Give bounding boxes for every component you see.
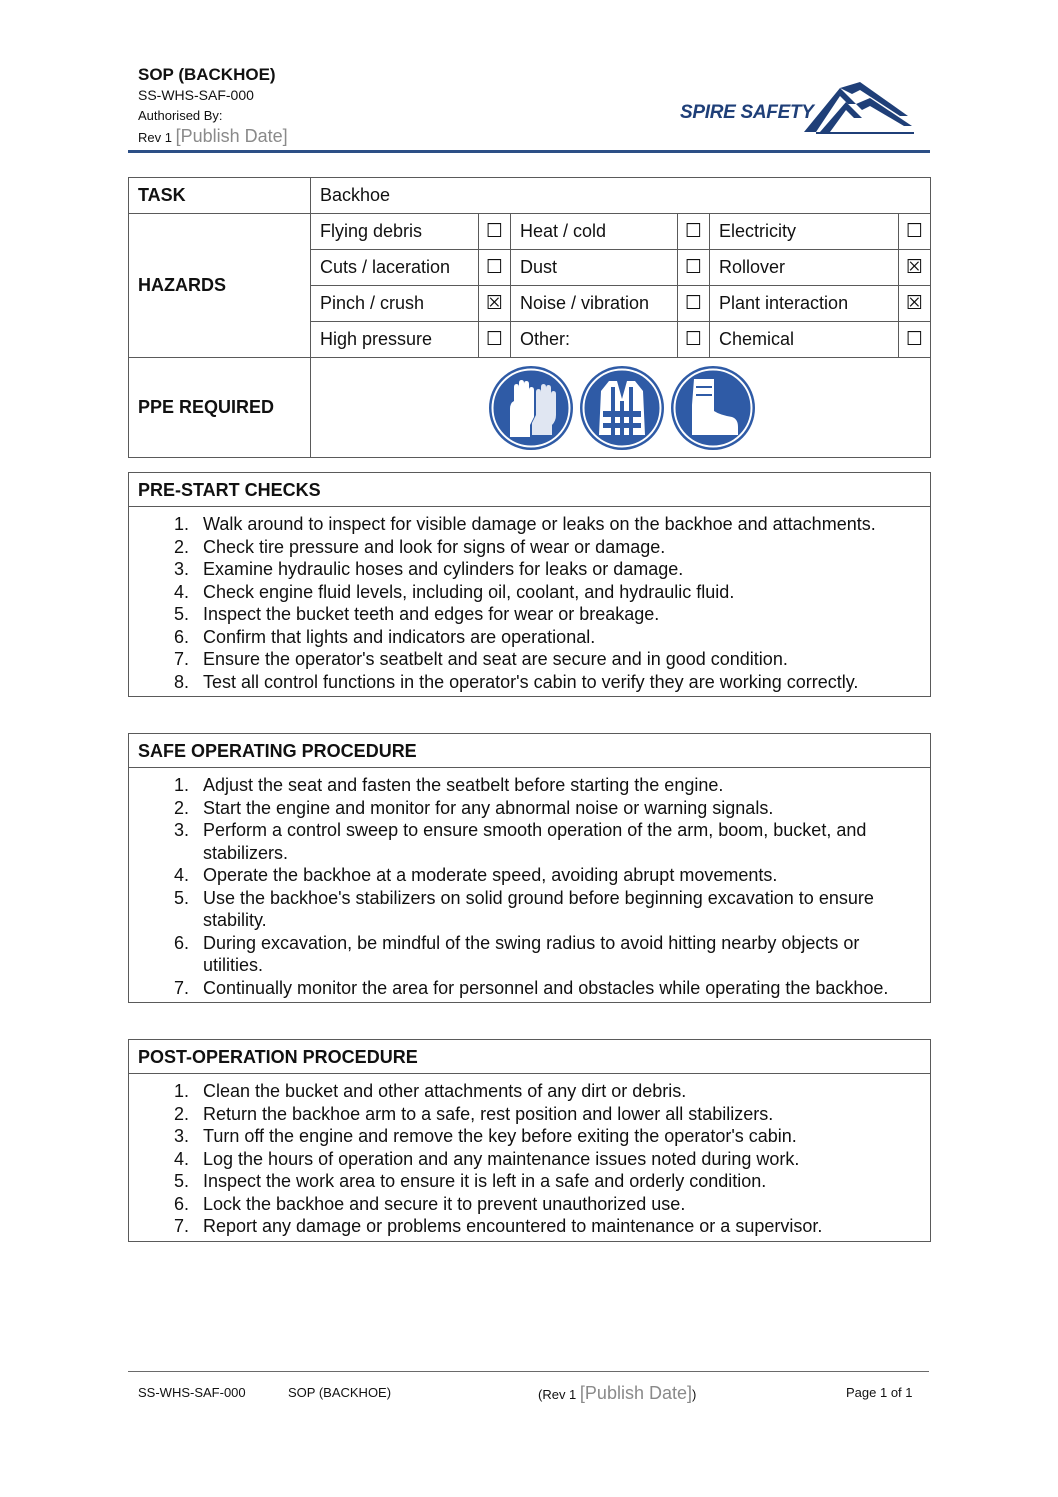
list-item <box>129 581 930 604</box>
list-item <box>129 1148 930 1171</box>
spire-safety-logo <box>680 82 915 138</box>
hazard-name: High pressure <box>311 322 479 358</box>
footer-title: SOP (BACKHOE) <box>288 1385 392 1400</box>
footer-divider <box>128 1371 929 1372</box>
hazard-name: Flying debris <box>311 214 479 250</box>
hazard-checkbox[interactable]: ☒ <box>479 286 511 322</box>
item-text: Check engine fluid levels, including oil, coolant, and hydraulic fluid. <box>203 581 735 602</box>
safety-boots-icon <box>670 365 756 451</box>
footer-code: SS-WHS-SAF-000 <box>138 1385 246 1400</box>
item-text: Confirm that lights and indicators are operational. <box>203 626 596 647</box>
item-text: Operate the backhoe at a moderate speed, avoiding abrupt movements. <box>203 865 778 885</box>
list-item <box>129 774 930 797</box>
item-text: Perform a control sweep to ensure smooth operation of the arm, boom, bucket, and stabilizers. <box>203 820 867 863</box>
item-number: 2. <box>173 1103 189 1124</box>
hazard-name: Noise / vibration <box>511 286 678 322</box>
item-text: Turn off the engine and remove the key before exiting the operator's cabin. <box>203 1126 797 1146</box>
item-number: 3. <box>173 1126 189 1146</box>
hazards-label: HAZARDS <box>129 214 311 358</box>
hi-vis-vest-icon <box>579 365 665 451</box>
item-number: 7. <box>173 649 189 669</box>
hazard-checkbox[interactable]: ☐ <box>899 322 931 358</box>
hazard-checkbox[interactable]: ☐ <box>479 322 511 358</box>
item-text: Log the hours of operation and any maintenance issues noted during work. <box>203 1148 800 1169</box>
item-number: 1. <box>173 514 189 534</box>
item-number: 5. <box>173 1171 189 1191</box>
item-number: 2. <box>173 797 189 818</box>
list-item <box>129 513 930 536</box>
list-item <box>129 1215 930 1238</box>
list-item <box>129 671 930 694</box>
document-title: SOP (BACKHOE) <box>138 65 276 84</box>
authorised-by: Authorised By: <box>138 108 223 123</box>
list-item <box>129 626 930 649</box>
item-text: Inspect the work area to ensure it is left in a safe and orderly condition. <box>203 1171 767 1191</box>
hazard-name: Other: <box>511 322 678 358</box>
document-code: SS-WHS-SAF-000 <box>138 87 254 103</box>
item-text: Lock the backhoe and secure it to prevent unauthorized use. <box>203 1193 686 1214</box>
item-text: During excavation, be mindful of the swing radius to avoid hitting nearby objects or utilities. <box>203 932 860 975</box>
item-number: 1. <box>173 775 189 795</box>
list-item <box>129 864 930 887</box>
item-number: 6. <box>173 626 189 647</box>
list-item <box>129 1193 930 1216</box>
gloves-icon <box>488 365 574 451</box>
hazard-checkbox[interactable]: ☐ <box>678 250 710 286</box>
list-item <box>129 1103 930 1126</box>
hazard-name: Rollover <box>710 250 899 286</box>
document-header <box>138 64 438 148</box>
item-text: Adjust the seat and fasten the seatbelt before starting the engine. <box>203 775 724 795</box>
item-number: 3. <box>173 820 189 840</box>
item-text: Test all control functions in the operator's cabin to verify they are working correctly. <box>203 671 859 692</box>
ppe-icons <box>311 358 931 458</box>
logo-text: SPIRE SAFETY <box>680 102 814 123</box>
item-number: 7. <box>173 977 189 998</box>
hazard-name: Pinch / crush <box>311 286 479 322</box>
item-text: Walk around to inspect for visible damage or leaks on the backhoe and attachments. <box>203 514 876 534</box>
task-row <box>129 178 931 214</box>
list-item <box>129 819 930 864</box>
footer-publish-date: [Publish Date] <box>579 1383 692 1403</box>
item-text: Use the backhoe's stabilizers on solid ground before beginning excavation to ensure stability. <box>203 887 874 930</box>
item-number: 4. <box>173 1148 189 1169</box>
header-divider <box>128 150 930 153</box>
hazard-name: Dust <box>511 250 678 286</box>
item-text: Ensure the operator's seatbelt and seat are secure and in good condition. <box>203 649 788 669</box>
hazard-checkbox[interactable]: ☒ <box>899 286 931 322</box>
item-text: Report any damage or problems encountered to maintenance or a supervisor. <box>203 1216 823 1236</box>
item-number: 3. <box>173 559 189 579</box>
hazard-checkbox[interactable]: ☐ <box>479 214 511 250</box>
item-number: 5. <box>173 887 189 908</box>
item-text: Check tire pressure and look for signs of wear or damage. <box>203 536 666 557</box>
pre-start-list <box>129 507 930 696</box>
publish-date: [Publish Date] <box>175 126 288 146</box>
item-number: 7. <box>173 1216 189 1236</box>
item-text: Continually monitor the area for personnel and obstacles while operating the backhoe. <box>203 977 889 998</box>
item-number: 2. <box>173 536 189 557</box>
item-number: 6. <box>173 1193 189 1214</box>
mountain-logo-icon <box>796 82 914 136</box>
footer-revision-open: (Rev 1 <box>538 1387 577 1402</box>
task-label: TASK <box>129 178 311 214</box>
sop-list <box>129 768 930 1002</box>
item-number: 4. <box>173 865 189 885</box>
hazard-name: Plant interaction <box>710 286 899 322</box>
safe-operating-procedure-section <box>128 733 931 1003</box>
footer-revision-close: ) <box>691 1387 697 1402</box>
item-text: Clean the bucket and other attachments of any dirt or debris. <box>203 1081 687 1101</box>
list-item <box>129 932 930 977</box>
revision-number: Rev 1 <box>138 130 172 145</box>
list-item <box>129 1125 930 1148</box>
hazard-row <box>129 214 931 250</box>
ppe-row <box>129 358 931 458</box>
hazard-checkbox[interactable]: ☐ <box>678 322 710 358</box>
page-number: Page 1 of 1 <box>846 1385 913 1400</box>
item-text: Start the engine and monitor for any abnormal noise or warning signals. <box>203 797 774 818</box>
item-text: Examine hydraulic hoses and cylinders for leaks or damage. <box>203 559 684 579</box>
post-operation-procedure-section <box>128 1039 931 1242</box>
hazard-table <box>128 177 931 458</box>
hazard-name: Electricity <box>710 214 899 250</box>
item-text: Inspect the bucket teeth and edges for wear or breakage. <box>203 604 660 624</box>
hazard-name: Chemical <box>710 322 899 358</box>
revision-line <box>138 126 438 148</box>
list-item <box>129 797 930 820</box>
hazard-name: Heat / cold <box>511 214 678 250</box>
list-item <box>129 603 930 626</box>
task-value: Backhoe <box>311 178 931 214</box>
item-number: 4. <box>173 581 189 602</box>
post-operation-list <box>129 1074 930 1241</box>
item-number: 6. <box>173 932 189 953</box>
section-heading: PRE-START CHECKS <box>129 473 930 507</box>
list-item <box>129 558 930 581</box>
pre-start-checks-section <box>128 472 931 697</box>
hazard-checkbox[interactable]: ☐ <box>678 214 710 250</box>
item-text: Return the backhoe arm to a safe, rest position and lower all stabilizers. <box>203 1103 774 1124</box>
section-heading: POST-OPERATION PROCEDURE <box>129 1040 930 1074</box>
item-number: 5. <box>173 604 189 624</box>
item-number: 8. <box>173 671 189 692</box>
section-heading: SAFE OPERATING PROCEDURE <box>129 734 930 768</box>
list-item <box>129 1170 930 1193</box>
hazard-checkbox[interactable]: ☐ <box>899 214 931 250</box>
list-item <box>129 977 930 1000</box>
hazard-checkbox[interactable]: ☐ <box>678 286 710 322</box>
footer-revision <box>538 1383 696 1404</box>
list-item <box>129 536 930 559</box>
hazard-checkbox[interactable]: ☒ <box>899 250 931 286</box>
list-item <box>129 1080 930 1103</box>
list-item <box>129 648 930 671</box>
list-item <box>129 887 930 932</box>
item-number: 1. <box>173 1081 189 1101</box>
hazard-name: Cuts / laceration <box>311 250 479 286</box>
ppe-label: PPE REQUIRED <box>129 358 311 458</box>
hazard-checkbox[interactable]: ☐ <box>479 250 511 286</box>
